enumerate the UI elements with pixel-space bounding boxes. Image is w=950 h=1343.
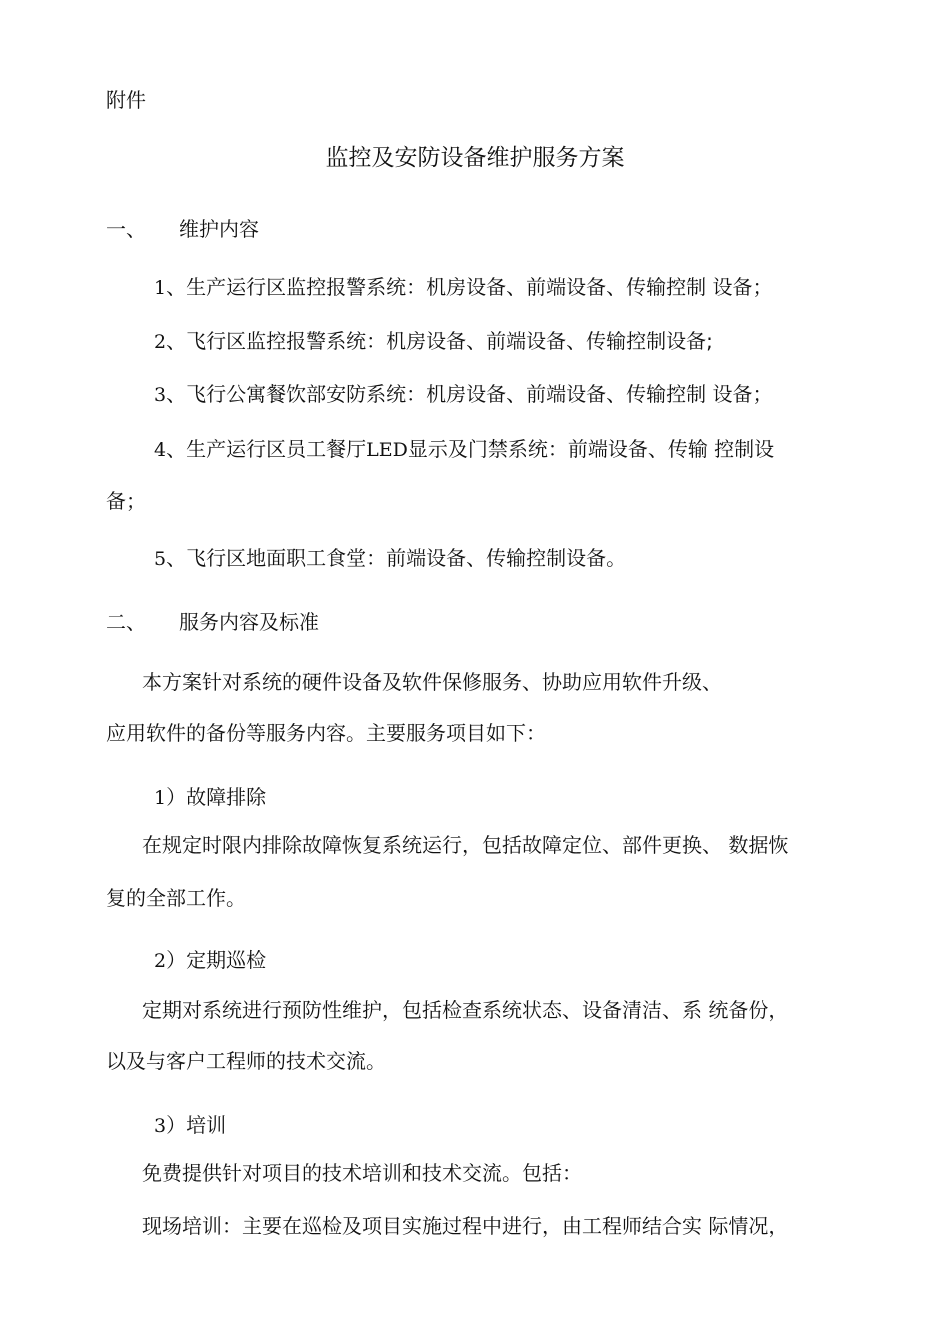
list-item [154,380,772,409]
section2-number: 二、 [106,610,146,634]
service-label: ）定期巡检 [166,948,267,972]
list-item-text: 、飞行区地面职工食堂：前端设备、传输控制设备。 [166,546,627,570]
list-item [154,327,713,356]
list-item [154,435,774,464]
list-item-number: 3 [154,384,167,406]
section1-heading [106,215,259,243]
list-item-text: 、飞行公寓餐饮部安防系统：机房设备、前端设备、传输控制 设备； [166,382,773,406]
list-item [154,544,626,573]
list-item-text: 、飞行区监控报警系统：机房设备、前端设备、传输控制设备; [166,329,713,353]
service-number: 1 [154,787,167,809]
service-description-line2: 复的全部工作。 [106,886,246,910]
service-label: ）故障排除 [166,785,267,809]
section2-heading [106,608,319,636]
service-description-line1: 免费提供针对项目的技术培训和技术交流。包括： [142,1161,582,1185]
list-item [154,273,772,302]
list-item-number: 4 [154,439,167,461]
led-text: LED [366,439,408,461]
list-item-text-b: 显示及门禁系统：前端设备、传输 控制设 [407,437,775,461]
service-description-line1: 在规定时限内排除故障恢复系统运行，包括故障定位、部件更换、 数据恢 [142,833,789,857]
service-number: 2 [154,950,167,972]
service-heading [154,946,266,975]
intro-paragraph-line2: 应用软件的备份等服务内容。主要服务项目如下： [106,721,546,745]
list-item-number: 5 [154,548,167,570]
section2-title: 服务内容及标准 [179,610,319,634]
list-item-text-a: 、生产运行区员工餐厅 [166,437,367,461]
section1-title: 维护内容 [179,217,259,241]
attachment-label: 附件 [106,88,146,112]
list-item-continuation: 备； [106,489,146,513]
service-label: ）培训 [166,1113,227,1137]
service-description-line2: 以及与客户工程师的技术交流。 [106,1049,386,1073]
service-description-line2: 现场培训：主要在巡检及项目实施过程中进行，由工程师结合实 际情况， [142,1214,789,1238]
service-number: 3 [154,1115,167,1137]
document-title: 监控及安防设备维护服务方案 [325,145,625,171]
list-item-number: 2 [154,331,167,353]
service-heading [154,1111,226,1140]
service-heading [154,783,266,812]
section1-number: 一、 [106,217,146,241]
list-item-text: 、生产运行区监控报警系统：机房设备、前端设备、传输控制 设备； [166,275,773,299]
intro-paragraph-line1: 本方案针对系统的硬件设备及软件保修服务、协助应用软件升级、 [142,670,722,694]
list-item-number: 1 [154,277,167,299]
service-description-line1: 定期对系统进行预防性维护，包括检查系统状态、设备清洁、系 统备份， [142,998,789,1022]
